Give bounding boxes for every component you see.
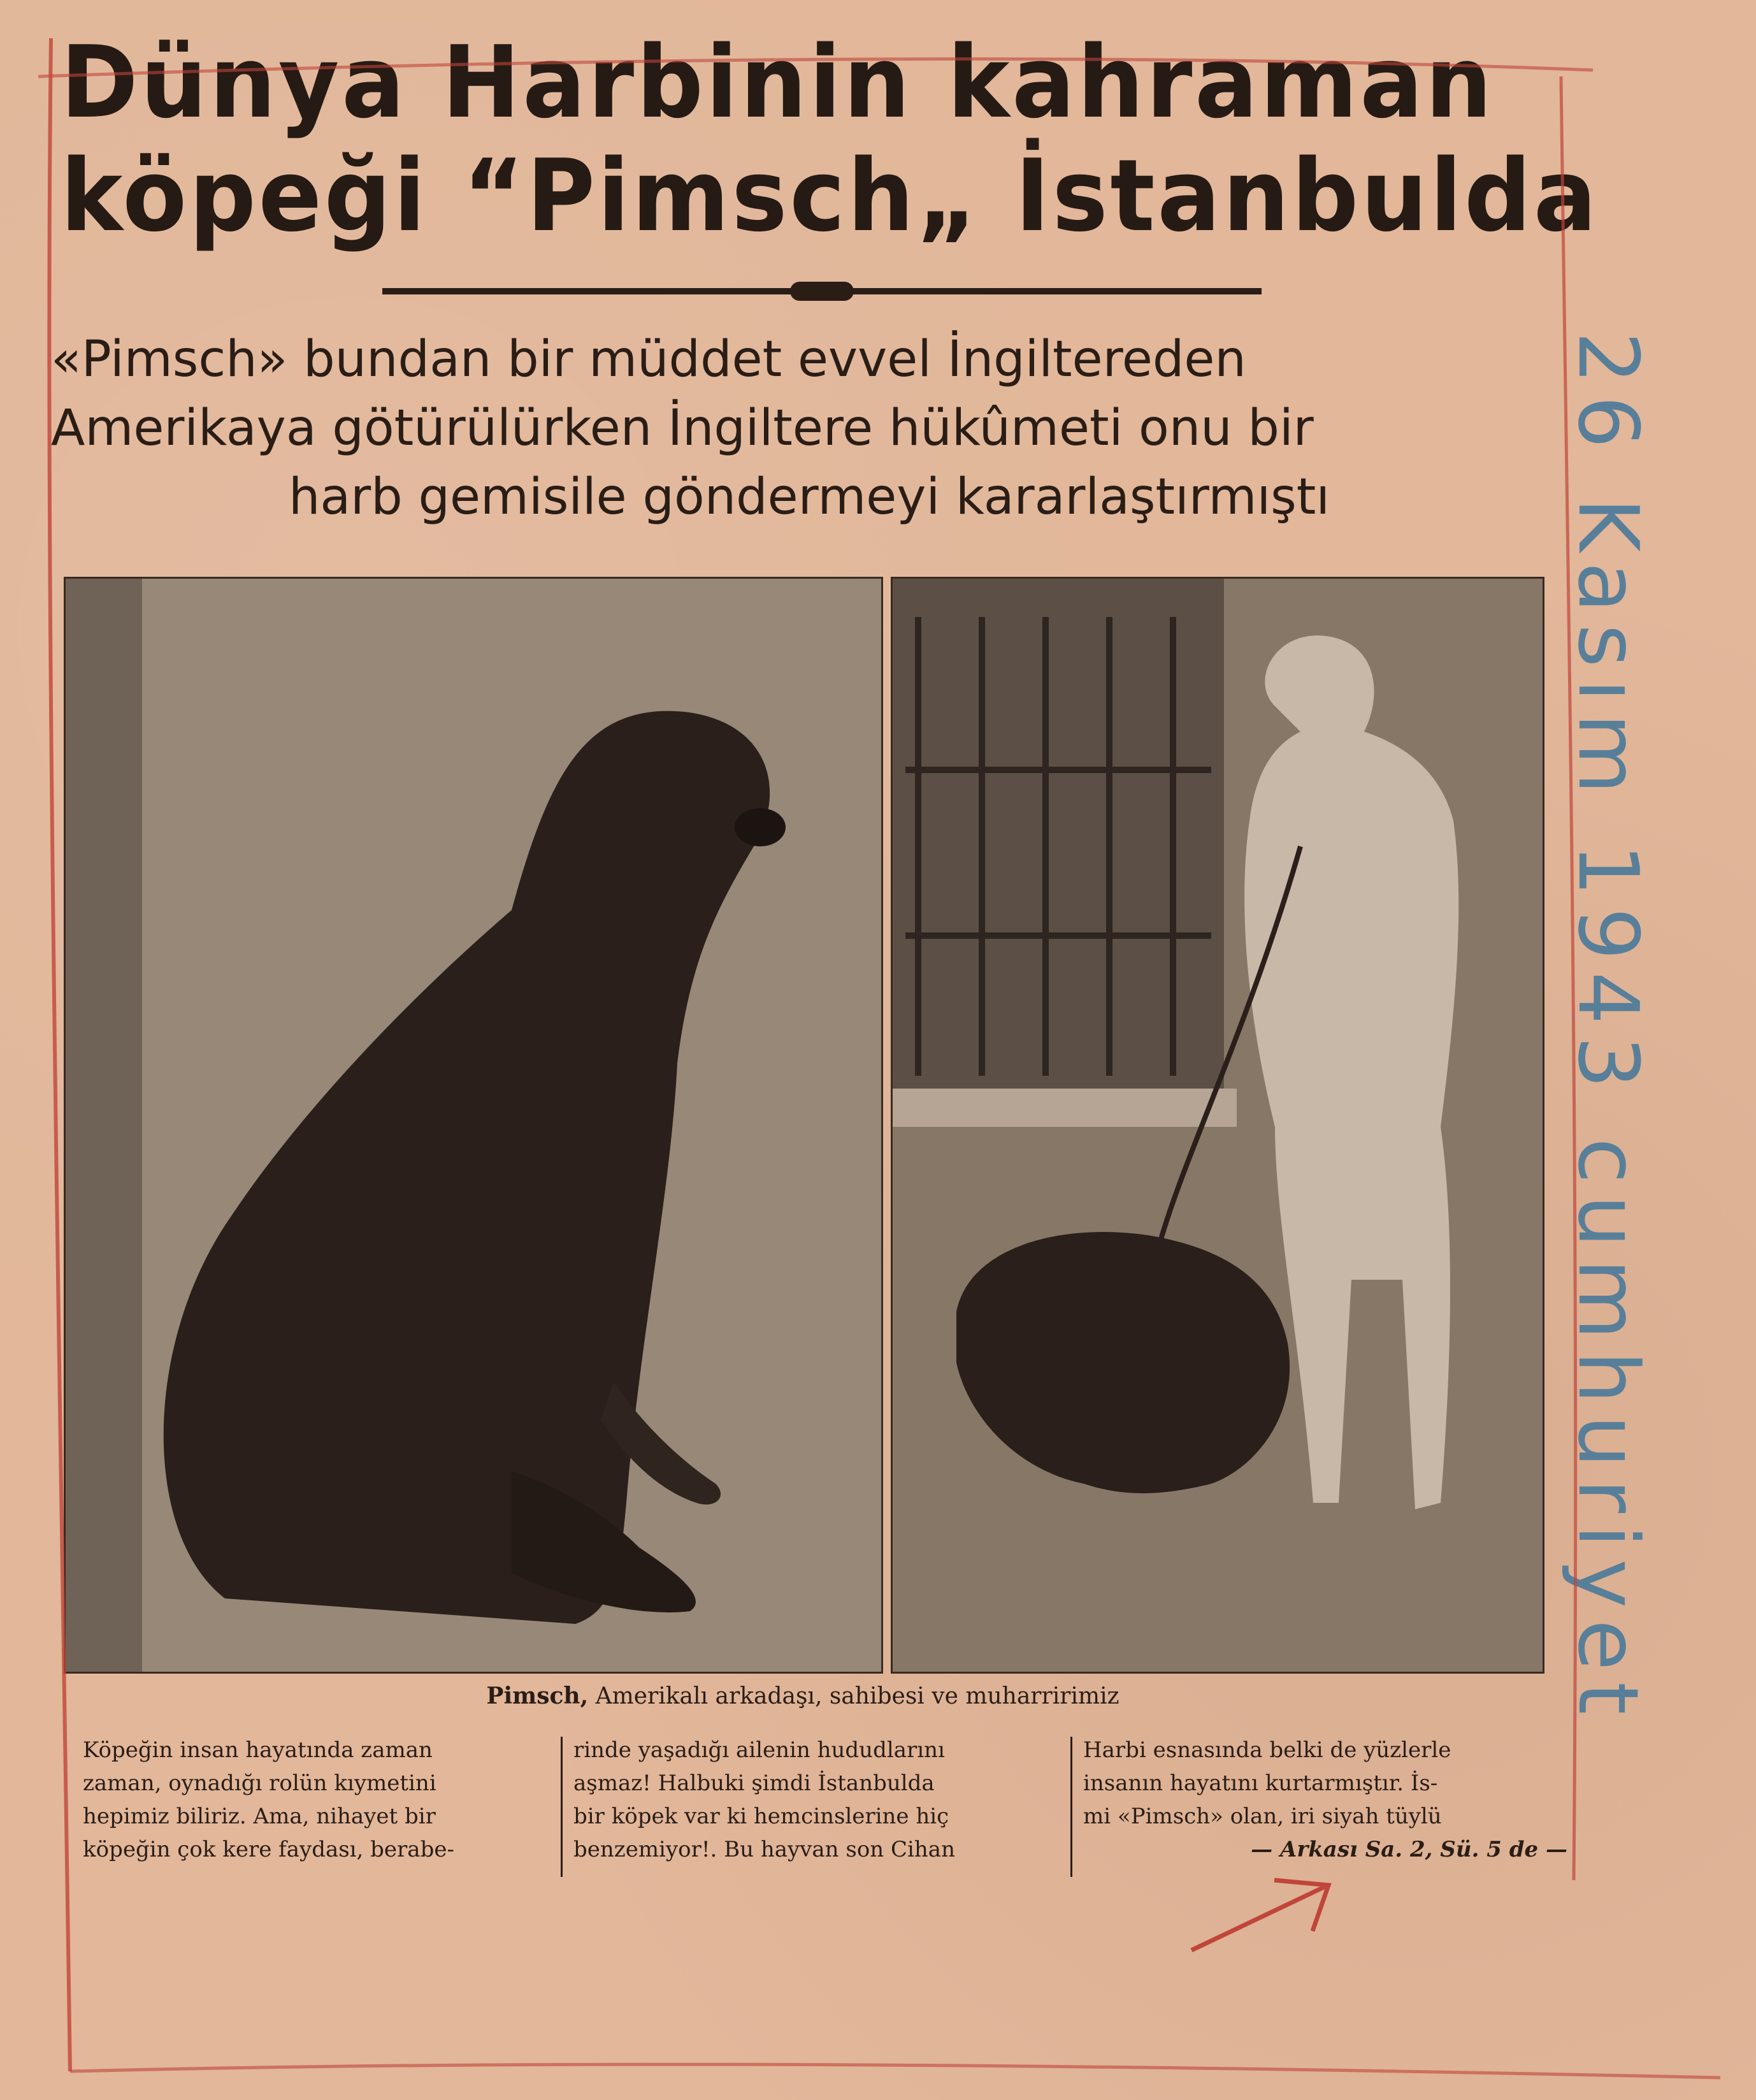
col3-line-2: insanın hayatını kurtarmıştır. İs- — [1083, 1771, 1438, 1796]
caption-text: Amerikalı arkadaşı, sahibesi ve muharririmiz — [588, 1683, 1119, 1709]
divider-ornament — [790, 282, 854, 301]
column-divider-1 — [561, 1737, 563, 1877]
article-body — [64, 1734, 1580, 1886]
body-column-1 — [64, 1734, 567, 1866]
subheadline-line-2: Amerikaya götürülürken İngiltere hükûmeti onu bir — [51, 400, 1314, 457]
woman-dog-illustration — [893, 579, 1543, 1672]
photo-woman-with-dog — [891, 577, 1544, 1674]
body-column-2 — [573, 1734, 1058, 1866]
continuation-note: — Arkası Sa. 2, Sü. 5 de — — [1251, 1837, 1567, 1862]
headline — [61, 24, 1599, 254]
col2-line-3: bir köpek var ki hemcinslerine hiç — [573, 1804, 949, 1829]
col1-line-3: hepimiz biliriz. Ama, nihayet bir — [83, 1804, 436, 1829]
subheadline-line-1: «Pimsch» bundan bir müddet evvel İngiltereden — [51, 331, 1246, 388]
headline-line-1: Dünya Harbinin kahraman — [61, 24, 1495, 140]
body-column-3 — [1083, 1734, 1567, 1866]
column-divider-2 — [1070, 1737, 1072, 1877]
col1-line-2: zaman, oynadığı rolün kıymetini — [83, 1771, 436, 1796]
col1-line-4: köpeğin çok kere faydası, berabe- — [83, 1837, 454, 1862]
subheadline — [51, 325, 1567, 532]
handwritten-date-note: 26 Kasım 1943 cumhuriyet — [1560, 331, 1657, 1727]
col1-line-1: Köpeğin insan hayatında zaman — [83, 1737, 433, 1763]
photo-seated-dog — [64, 577, 883, 1674]
col3-line-3: mi «Pimsch» olan, iri siyah tüylü — [1083, 1804, 1442, 1829]
col2-line-2: aşmaz! Halbuki şimdi İstanbulda — [573, 1771, 935, 1796]
dog-illustration — [66, 579, 881, 1672]
caption-name: Pimsch, — [486, 1683, 589, 1709]
subheadline-line-3: harb gemisile göndermeyi kararlaştırmıştı — [288, 468, 1330, 526]
photo-caption — [64, 1683, 1542, 1709]
col2-line-4: benzemiyor!. Bu hayvan son Cihan — [573, 1837, 955, 1862]
col3-line-1: Harbi esnasında belki de yüzlerle — [1083, 1737, 1451, 1763]
col2-line-1: rinde yaşadığı ailenin hududlarını — [573, 1737, 945, 1763]
headline-line-2: köpeği “Pimsch„ İstanbulda — [61, 138, 1599, 254]
